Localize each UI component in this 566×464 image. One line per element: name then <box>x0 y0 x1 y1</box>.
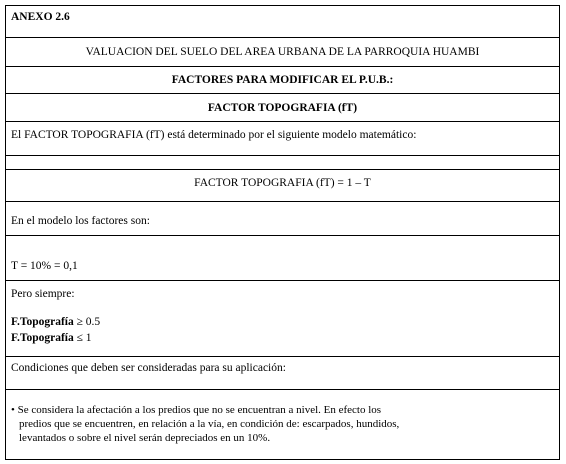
constraint-value: 1 <box>85 332 92 344</box>
bullet-line-2: predios que se encuentren, en relación a la vía, en condición de: escarpados, hundidos, <box>19 418 400 430</box>
bullet-line-1 <box>11 403 559 417</box>
bullet-marker: • <box>11 404 15 416</box>
conditions-row <box>6 389 559 459</box>
title-row <box>6 37 559 66</box>
subtitle: FACTORES PARA MODIFICAR EL P.U.B.: <box>171 74 394 86</box>
bullet-text-1: Se considera la afectación a los predios que no se encuentran a nivel. En efecto los <box>17 404 382 416</box>
constraints-row <box>6 280 559 356</box>
condition-bullet <box>6 403 559 445</box>
spacer-row <box>6 155 559 169</box>
constraint-label: F.Topografía <box>11 332 74 344</box>
constraint-label: F.Topografía <box>11 316 74 328</box>
annex-table <box>5 5 560 460</box>
conditions-intro-row <box>6 356 559 389</box>
factor-heading: FACTOR TOPOGRAFIA (fT) <box>207 102 358 114</box>
t-value: T = 10% = 0,1 <box>11 260 78 272</box>
subtitle-row <box>6 66 559 93</box>
constraint-min <box>6 315 559 329</box>
bullet-line-3: levantados o sobre el nivel serán depreciados en un 10%. <box>19 432 271 444</box>
formula: FACTOR TOPOGRAFIA (fT) = 1 – T <box>194 177 371 189</box>
model-intro: En el modelo los factores son: <box>11 215 150 227</box>
t-value-row <box>6 235 559 280</box>
model-intro-row <box>6 201 559 235</box>
constraint-value: 0.5 <box>85 316 101 328</box>
always-label: Pero siempre: <box>11 288 75 300</box>
constraint-operator: ≥ <box>76 316 83 328</box>
constraint-max <box>6 331 559 345</box>
conditions-intro: Condiciones que deben ser consideradas para su aplicación: <box>11 362 286 374</box>
annex-label: ANEXO 2.6 <box>11 11 70 23</box>
intro-row <box>6 121 559 155</box>
formula-row <box>6 169 559 201</box>
intro-text: El FACTOR TOPOGRAFIA (fT) está determinado por el siguiente modelo matemático: <box>11 129 417 141</box>
factor-heading-row <box>6 93 559 121</box>
document-title: VALUACION DEL SUELO DEL AREA URBANA DE LA PARROQUIA HUAMBI <box>85 46 480 58</box>
constraint-operator: ≤ <box>76 332 83 344</box>
annex-row <box>6 6 559 27</box>
